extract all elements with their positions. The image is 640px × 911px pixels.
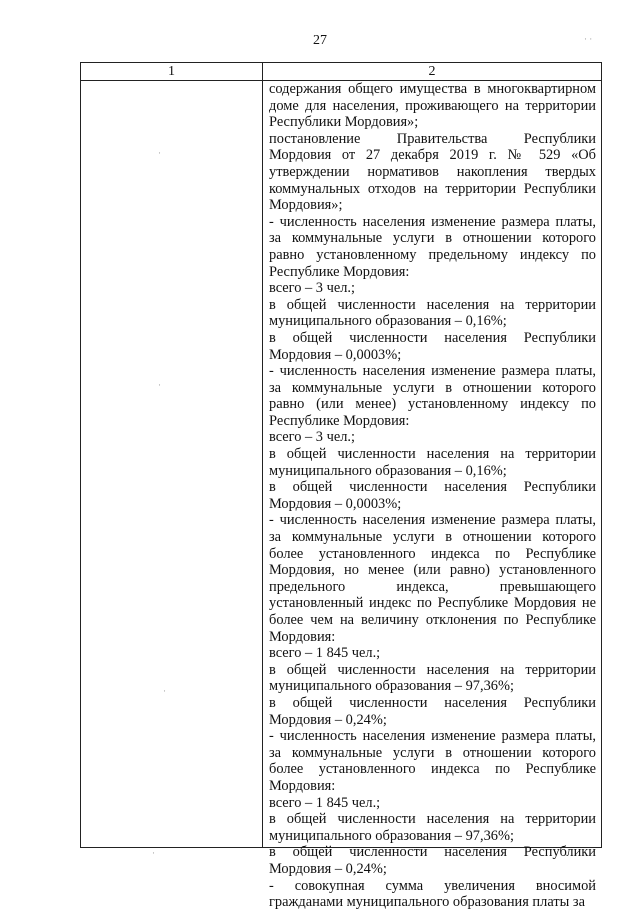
paragraph: в общей численности населения на территории муниципального образования – 97,36%; xyxy=(269,661,596,695)
paragraph: в общей численности населения на территории муниципального образования – 97,36%; xyxy=(269,811,596,844)
paragraph: всего – 3 чел.; xyxy=(269,280,355,297)
table-cell-content xyxy=(269,81,596,911)
paragraph: - численность населения изменение размера платы, за коммунальные услуги в отношении которого равно (или менее) установленному индексу по Республике Мордовия: xyxy=(269,363,596,429)
scan-mark: · xyxy=(163,686,166,696)
paragraph: в общей численности населения Республики Мордовия – 0,24%; xyxy=(269,844,596,877)
column-header-2: 2 xyxy=(428,64,436,79)
paragraph: содержания общего имущества в многоквартирном доме для населения, проживающего на территории Республики Мордовия»; xyxy=(269,81,596,131)
paragraph: всего – 1 845 чел.; xyxy=(269,645,381,662)
paragraph: в общей численности населения на территории муниципального образования – 0,16%; xyxy=(269,446,596,479)
scan-mark: · xyxy=(152,848,155,858)
paragraph: - численность населения изменение размера платы, за коммунальные услуги в отношении которого равно установленному предельному индексу по Республике Мордовия: xyxy=(269,213,596,280)
paragraph: - численность населения изменение размера платы, за коммунальные услуги в отношении которого более установленного индекса по Республике Мордовия: xyxy=(269,728,596,794)
paragraph: всего – 3 чел.; xyxy=(269,429,355,446)
page-number: 27 xyxy=(313,33,327,48)
document-table xyxy=(80,62,602,911)
paragraph: всего – 1 845 чел.; xyxy=(269,794,381,811)
scan-mark: · · xyxy=(584,34,593,44)
paragraph: в общей численности населения Республики Мордовия – 0,24%; xyxy=(269,694,596,728)
table-header-row xyxy=(81,63,601,81)
column-divider xyxy=(262,63,263,847)
column-header-1: 1 xyxy=(168,64,175,79)
paragraph: в общей численности населения Республики Мордовия – 0,0003%; xyxy=(269,479,596,512)
paragraph: в общей численности населения на территории муниципального образования – 0,16%; xyxy=(269,296,596,330)
paragraph: - совокупная сумма увеличения вносимой гражданами муниципального образования платы за xyxy=(269,877,596,911)
paragraph: в общей численности населения Республики Мордовия – 0,0003%; xyxy=(269,329,596,363)
paragraph: - численность населения изменение размера платы, за коммунальные услуги в отношении которого более установленного индекса по Республике Мордовия, но менее (или равно) установленного предельного индекса, превышающего установленный индекс по Республике Мордовия не более чем на величину отклонения по Республике Мордовия: xyxy=(269,512,596,645)
paragraph: постановление Правительства Республики Мордовия от 27 декабря 2019 г. № 529 «Об утверждении нормативов накопления твердых коммунальных отходов на территории Республики Мордовия»; xyxy=(269,130,596,214)
scan-mark: · xyxy=(158,380,161,390)
scan-mark: · xyxy=(158,148,161,158)
